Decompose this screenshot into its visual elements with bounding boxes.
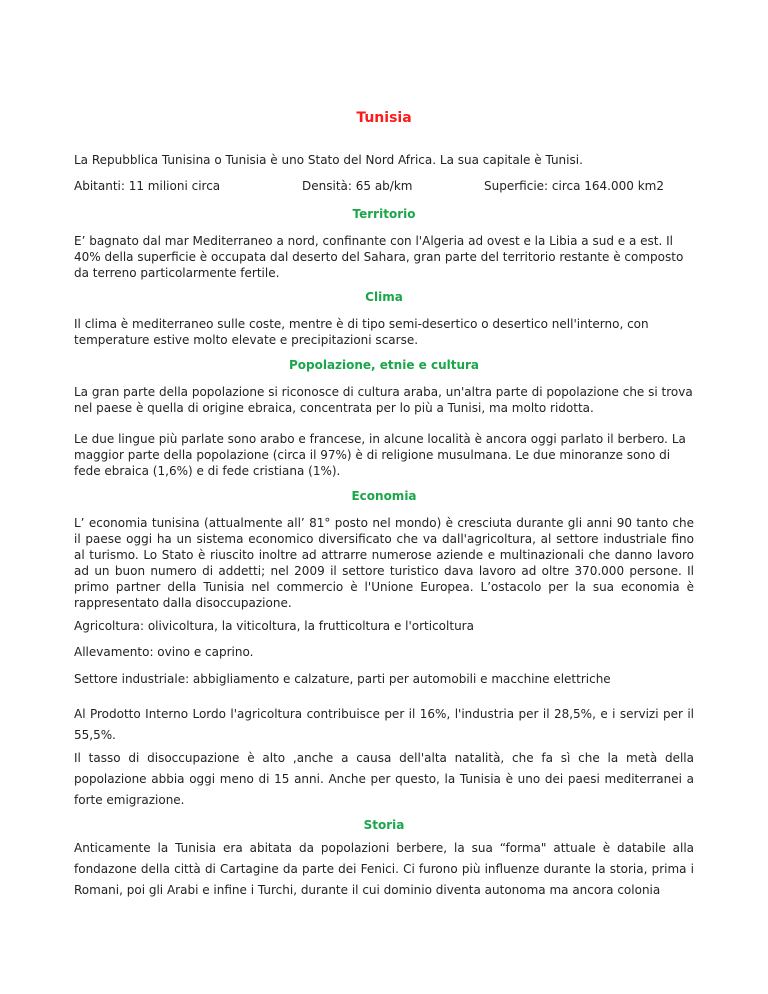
pil-paragraph: Al Prodotto Interno Lordo l'agricoltura contribuisce per il 16%, l'industria per il 28,5%, e i servizi per il 55,5%. — [74, 707, 694, 742]
fact-population: Abitanti: 11 milioni circa — [74, 179, 221, 193]
heading-clima: Clima — [365, 290, 403, 304]
territorio-paragraph: E’ bagnato dal mar Mediterraneo a nord, confinante con l'Algeria ad ovest e la Libia a sud e a est. Il 40% della superficie è occupata dal deserto del Sahara, gran parte del territorio restante è composto da terreno particolarmente fertile. — [74, 234, 684, 280]
disoccupazione-paragraph: Il tasso di disoccupazione è alto ,anche a causa dell'alta natalità, che fa sì che la metà della popolazione abbia oggi meno di 15 anni. Anche per questo, la Tunisia è uno dei paesi mediterranei a forte emigrazione. — [74, 751, 694, 807]
heading-economia: Economia — [351, 489, 417, 503]
economia-paragraph: L’ economia tunisina (attualmente all’ 81° posto nel mondo) è cresciuta durante gli anni 90 tanto che il paese oggi ha un sistema economico diversificato che va dall'agricoltura, al settore industriale fino al turismo. Lo Stato è riuscito inoltre ad attrarre numerose aziende e multinazionali che danno lavoro ad un buon numero di addetti; nel 2009 il settore turistico dava lavoro ad oltre 370.000 persone. Il primo partner della Tunisia nel commercio è l'Unione Europea. L’ostacolo per la sua economia è rappresentato dalla disoccupazione. — [74, 516, 694, 610]
industria-line: Settore industriale: abbigliamento e calzature, parti per automobili e macchine elettriche — [74, 672, 611, 686]
heading-storia: Storia — [363, 818, 405, 832]
fact-area: Superficie: circa 164.000 km2 — [484, 179, 664, 193]
fact-density: Densità: 65 ab/km — [302, 179, 413, 193]
agricoltura-line: Agricoltura: olivicoltura, la viticoltura, la frutticoltura e l'orticoltura — [74, 619, 474, 633]
popolazione-paragraph-1: La gran parte della popolazione si riconosce di cultura araba, un'altra parte di popolazione che si trova nel paese è quella di origine ebraica, concentrata per lo più a Tunisi, ma molto ridotta. — [74, 385, 693, 415]
storia-paragraph: Anticamente la Tunisia era abitata da popolazioni berbere, la sua “forma" attuale è databile alla fondazone della città di Cartagine da parte dei Fenici. Ci furono più influenze durante la storia, prima i Romani, poi gli Arabi e infine i Turchi, durante il cui dominio diventa autonoma ma ancora colonia — [74, 841, 694, 897]
heading-popolazione: Popolazione, etnie e cultura — [288, 358, 480, 372]
allevamento-line: Allevamento: ovino e caprino. — [74, 645, 254, 659]
intro-paragraph: La Repubblica Tunisina o Tunisia è uno Stato del Nord Africa. La sua capitale è Tunisi. — [74, 153, 583, 167]
heading-territorio: Territorio — [352, 207, 416, 221]
popolazione-paragraph-2: Le due lingue più parlate sono arabo e francese, in alcune località è ancora oggi parlato il berbero. La maggior parte della popolazione (circa il 97%) è di religione musulmana. Le due minoranze sono di fede ebraica (1,6%) e di fede cristiana (1%). — [74, 432, 686, 478]
document-title: Tunisia — [356, 110, 412, 126]
facts-row — [74, 179, 694, 195]
clima-paragraph: Il clima è mediterraneo sulle coste, mentre è di tipo semi-desertico o desertico nell'interno, con temperature estive molto elevate e precipitazioni scarse. — [74, 317, 649, 347]
